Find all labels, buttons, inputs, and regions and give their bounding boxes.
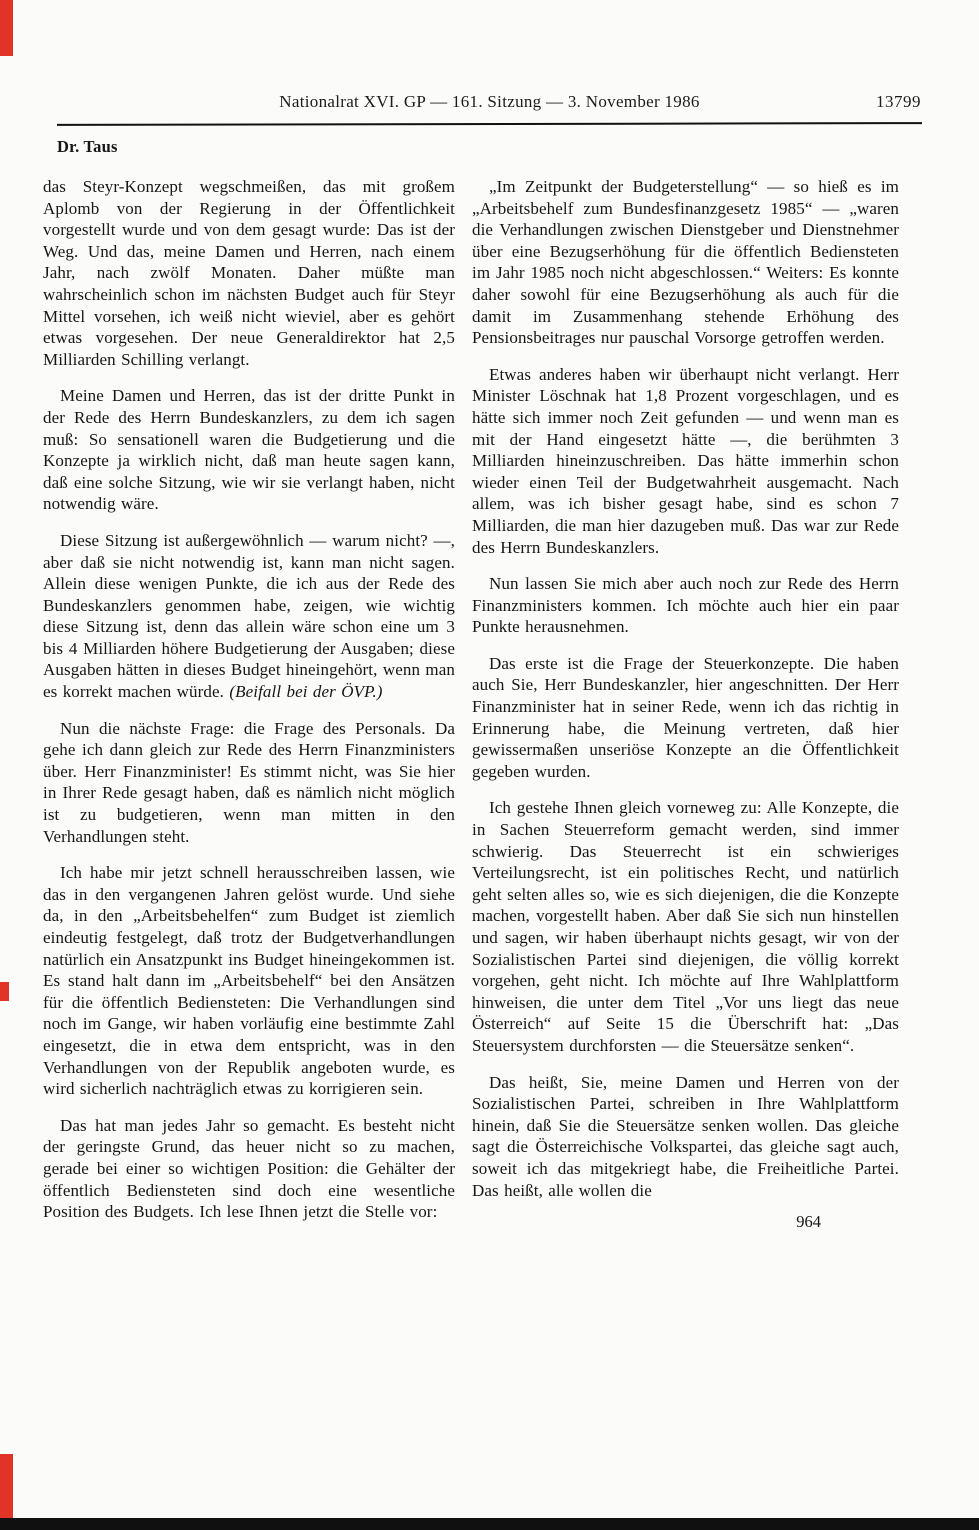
paragraph <box>43 530 455 703</box>
speaker-name: Dr. Taus <box>57 137 118 156</box>
paragraph: Nun die nächste Frage: die Frage des Personals. Da gehe ich dann gleich zur Rede des Herrn Finanzministers über. Herr Finanzminister! Es stimmt nicht, was Sie hier in Ihrer Rede gesagt haben, daß es nämlich nicht möglich ist zu budgetieren, wenn man mitten in den Verhandlungen steht. <box>43 718 455 846</box>
scan-red-mark-top <box>0 0 13 56</box>
header-rule <box>57 122 922 126</box>
paragraph: Ich habe mir jetzt schnell herausschreiben lassen, wie das in den vergangenen Jahren gelöst wurde. Und siehe da, in den „Arbeitsbehelfen“ zum Budget ist ziemlich eindeutig festgelegt, daß trotz der Budgetverhandlungen natürlich ein Ansatzpunkt ins Budget hineingekommen ist. Es stand halt dann im „Arbeitsbehelf“ bei den Ansätzen für die öffentlich Bediensteten: Die Verhandlungen sind noch im Gange, wir haben vorläufig eine bestimmte Zahl eingesetzt, die in etwa dem entspricht, was in den Verhandlungen von der Republik angeboten wurde, es wird sicherlich nachträglich etwas zu korrigieren sein. <box>43 863 455 1099</box>
paragraph: Etwas anderes haben wir überhaupt nicht verlangt. Herr Minister Löschnak hat 1,8 Prozent vorgeschlagen, und es hätte sich immer noch Zeit gefunden — und wenn man es mit der Hand eingesetzt hätte —, die berühmten 3 Milliarden hineinzuschreiben. Das hätte immerhin schon wieder einen Teil der Budgetwahrheit ausgemacht. Nach allem, was ich bisher gesagt habe, sind es schon 7 Milliarden, die man hier dazugeben muß. Das war zur Rede des Herrn Bundeskanzlers. <box>472 364 899 557</box>
paragraph: Das hat man jedes Jahr so gemacht. Es besteht nicht der geringste Grund, das heuer nicht so zu machen, gerade bei einer so wichtigen Position: die Gehälter der öffentlich Bediensteten sind doch eine wesentliche Position des Budgets. Ich lese Ihnen jetzt die Stelle vor: <box>43 1115 455 1222</box>
right-column <box>472 176 899 1238</box>
paragraph: Meine Damen und Herren, das ist der dritte Punkt in der Rede des Herrn Bundeskanzlers, zu dem ich sagen muß: So sensationell waren die Budgetierung und die Konzepte ja wirklich nicht, daß man heute sagen kann, daß eine solche Sitzung, wie wir sie verlangt haben, nicht notwendig wäre. <box>43 386 455 514</box>
paragraph: Nun lassen Sie mich aber auch noch zur Rede des Herrn Finanzministers kommen. Ich möchte auch hier ein paar Punkte herausnehmen. <box>472 574 899 637</box>
paragraph: „Im Zeitpunkt der Budgeterstellung“ — so hieß es im „Arbeitsbehelf zum Bundesfinanzgesetz 1985“ — „waren die Verhandlungen zwischen Dienstgeber und Dienstnehmer über eine Bezugserhöhung für die öffentlich Bediensteten im Jahr 1985 noch nicht abgeschlossen.“ Weiters: Es konnte daher sowohl für eine Bezugserhöhung als auch für die damit im Zusammenhang stehende Erhöhung des Pensionsbeitrages nur pauschal Vorsorge getroffen werden. <box>472 177 899 348</box>
scan-red-mark-middle <box>0 982 9 1001</box>
page-header <box>0 92 979 116</box>
paragraph: Das erste ist die Frage der Steuerkonzepte. Die haben auch Sie, Herr Bundeskanzler, hier angeschnitten. Der Herr Finanzminister hat in seiner Rede, wenn ich das richtig in Erinnerung habe, die Meinung vertreten, daß hier gewissermaßen unseriöse Konzepte an die Öffentlichkeit gegeben wurden. <box>472 653 899 781</box>
left-column <box>43 176 455 1238</box>
scan-edge-shadow <box>0 1518 979 1530</box>
paragraph-text: Diese Sitzung ist außergewöhnlich — warum nicht? —, aber daß sie nicht notwendig ist, kann man nicht sagen. Allein diese wenigen Punkte, die ich aus der Rede des Bundeskanzlers genommen habe, zeigen, wie wichtig diese Sitzung ist, denn das allein wäre schon eine um 3 bis 4 Milliarden höhere Budgetierung der Ausgaben; diese Ausgaben hätten in dieses Budget hineingehört, wenn man es korrekt machen würde. <box>43 530 455 702</box>
paragraph: das Steyr-Konzept wegschmeißen, das mit großem Aplomb von der Regierung in der Öffentlichkeit vorgestellt wurde und von dem gesagt wurde: Das ist der Weg. Und das, meine Damen und Herren, nach einem Jahr, nach zwölf Monaten. Daher müßte man wahrscheinlich schon im nächsten Budget auch für Steyr Mittel vorsehen, ich weiß nicht wieviel, aber es gehört etwas vorgesehen. Der neue Generaldirektor hat 2,5 Milliarden Schilling verlangt. <box>43 177 455 369</box>
paragraph: Ich gestehe Ihnen gleich vorneweg zu: Alle Konzepte, die in Sachen Steuerreform gemacht werden, sind immer schwierig. Das Steuerrecht ist ein schwieriges Verteilungsrecht, ist ein politisches Recht, und natürlich geht selten alles so, wie es sich diejenigen, die die Konzepte machen, vorgestellt haben. Aber daß Sie sich nun hinstellen und sagen, wir haben überhaupt nichts gesagt, wir von der Sozialistischen Partei sind diejenigen, die völlig korrekt vorgehen, geht nicht. Ich möchte auf Ihre Wahlplattform hinweisen, die unter dem Titel „Vor uns liegt das neue Österreich“ auf Seite 15 die Überschrift hat: „Das Steuersystem durchforsten — die Steuersätze senken“. <box>472 798 899 1055</box>
header-page-number: 13799 <box>876 92 921 111</box>
footer-sheet-number: 964 <box>796 1212 821 1232</box>
stage-direction: (Beifall bei der ÖVP.) <box>229 682 383 702</box>
paragraph: Das heißt, Sie, meine Damen und Herren von der Sozialistischen Partei, schreiben in Ihre Wahlplattform hinein, daß Sie die Steuersätze senken wollen. Das gleiche sagt die Österreichische Volkspartei, das gleiche sagt auch, soweit ich das mitgekriegt habe, die Freiheitliche Partei. Das heißt, alle wollen die <box>472 1072 899 1200</box>
scan-red-mark-bottom <box>0 1454 13 1518</box>
header-session-title: Nationalrat XVI. GP — 161. Sitzung — 3. November 1986 <box>279 92 700 111</box>
text-columns <box>43 176 899 1238</box>
